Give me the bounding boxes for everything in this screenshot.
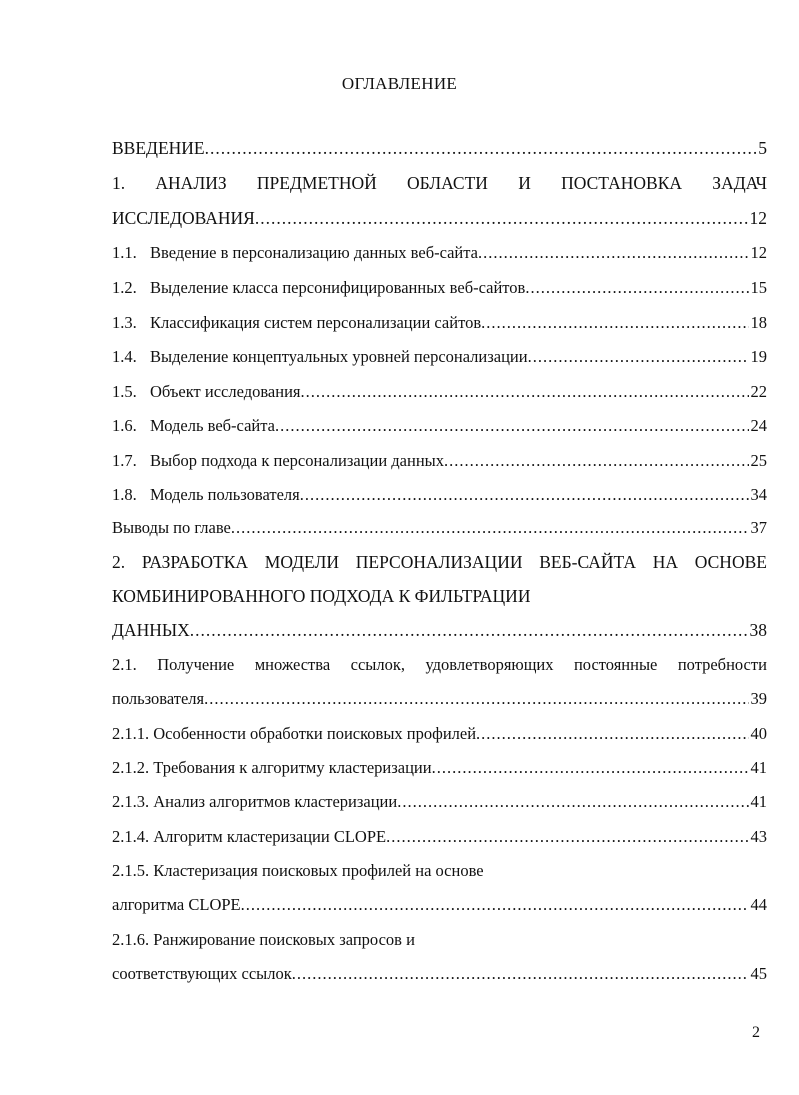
toc-entry-2-1 — [112, 689, 767, 715]
toc-entry-1-6 — [112, 416, 767, 442]
entry-text: Введение в персонализацию данных веб-сайта — [150, 243, 479, 262]
entry-number: 1.7. — [112, 451, 137, 470]
entry-number: 1.1. — [112, 243, 137, 262]
toc-chapter-2-heading — [112, 552, 767, 578]
entry-text: ВВЕДЕНИЕ — [112, 138, 205, 158]
leader-dots — [231, 518, 749, 538]
word: ПЕРСОНАЛИЗАЦИИ — [355, 552, 523, 572]
page-number: 2 — [752, 1024, 760, 1041]
toc-entry-2-1-6 — [112, 964, 767, 990]
word: Получение — [157, 655, 235, 674]
entry-page: 39 — [750, 689, 767, 708]
entry-text: 2.1.2. Требования к алгоритму кластеризации — [112, 758, 432, 777]
entry-number: 1.3. — [112, 313, 137, 332]
leader-dots — [190, 620, 748, 641]
entry-text: Выделение класса персонифицированных веб-сайтов — [150, 278, 526, 297]
leader-dots — [444, 451, 748, 471]
leader-dots — [241, 895, 749, 915]
entry-page: 37 — [750, 518, 767, 537]
leader-dots — [205, 138, 757, 159]
entry-text: Выделение концептуальных уровней персонализации — [150, 347, 528, 366]
word: ВЕБ-САЙТА — [539, 552, 636, 572]
entry-text: Модель пользователя — [150, 485, 300, 504]
toc-entry-2-1-2 — [112, 758, 767, 784]
toc-entry-2-1-3 — [112, 792, 767, 818]
entry-page: 12 — [750, 243, 767, 262]
leader-dots — [292, 964, 749, 984]
leader-dots — [300, 485, 749, 505]
entry-text: ДАННЫХ — [112, 620, 190, 640]
leader-dots — [478, 243, 748, 263]
entry-page: 44 — [750, 895, 767, 914]
word: РАЗРАБОТКА — [141, 552, 249, 572]
entry-page: 41 — [750, 792, 767, 811]
word: потребности — [677, 655, 767, 674]
word: АНАЛИЗ — [155, 173, 227, 193]
entry-text: соответствующих ссылок — [112, 964, 292, 983]
entry-number: 1.4. — [112, 347, 137, 366]
word: ЗАДАЧ — [712, 173, 767, 193]
word: МОДЕЛИ — [264, 552, 340, 572]
entry-page: 12 — [749, 208, 767, 228]
toc-entry-1-1 — [112, 243, 767, 269]
leader-dots — [525, 278, 748, 298]
entry-text: Модель веб-сайта — [150, 416, 275, 435]
toc-entry-2-1-heading — [112, 655, 767, 681]
word: И — [518, 173, 531, 193]
word: 2. — [112, 552, 126, 572]
entry-page: 5 — [758, 138, 767, 158]
toc-chapter-2-heading-line2: КОМБИНИРОВАННОГО ПОДХОДА К ФИЛЬТРАЦИИ — [112, 586, 531, 606]
entry-text: алгоритма CLOPE — [112, 895, 241, 914]
entry-page: 15 — [750, 278, 767, 297]
toc-entry-2-1-1 — [112, 724, 767, 750]
entry-number: 1.6. — [112, 416, 137, 435]
entry-page: 18 — [750, 313, 767, 332]
entry-number: 1.5. — [112, 382, 137, 401]
leader-dots — [528, 347, 749, 367]
word: НА — [652, 552, 679, 572]
toc-chapter-1-heading — [112, 173, 767, 199]
toc-entry-2-1-4 — [112, 827, 767, 853]
word: удовлетворяющих — [425, 655, 554, 674]
entry-number: 1.2. — [112, 278, 137, 297]
entry-page: 19 — [750, 347, 767, 366]
toc-entry-2-1-6-heading: 2.1.6. Ранжирование поисковых запросов и — [112, 930, 415, 949]
word: ОБЛАСТИ — [407, 173, 488, 193]
leader-dots — [204, 689, 748, 709]
toc-chapter-1 — [112, 208, 767, 234]
toc-entry-introduction — [112, 138, 767, 164]
entry-page: 43 — [750, 827, 767, 846]
toc-entry-1-5 — [112, 382, 767, 408]
entry-page: 34 — [750, 485, 767, 504]
entry-page: 25 — [750, 451, 767, 470]
leader-dots — [386, 827, 748, 847]
toc-entry-conclusions — [112, 518, 767, 544]
leader-dots — [301, 382, 749, 402]
word: постоянные — [573, 655, 658, 674]
entry-text: 2.1.4. Алгоритм кластеризации CLOPE — [112, 827, 387, 846]
entry-number: 1.8. — [112, 485, 137, 504]
entry-text: ИССЛЕДОВАНИЯ — [112, 208, 255, 228]
leader-dots — [432, 758, 749, 778]
leader-dots — [397, 792, 748, 812]
entry-text: Выбор подхода к персонализации данных — [150, 451, 445, 470]
entry-text: Классификация систем персонализации сайтов — [150, 313, 482, 332]
entry-text: Объект исследования — [150, 382, 301, 401]
word: ПОСТАНОВКА — [561, 173, 683, 193]
leader-dots — [275, 416, 749, 436]
word: ОСНОВЕ — [694, 552, 767, 572]
word: ссылок, — [350, 655, 405, 674]
entry-page: 45 — [750, 964, 767, 983]
toc-entry-1-8 — [112, 485, 767, 511]
word: 1. — [112, 173, 126, 193]
leader-dots — [255, 208, 748, 229]
entry-page: 40 — [750, 724, 767, 743]
toc-entry-1-2 — [112, 278, 767, 304]
entry-page: 41 — [750, 758, 767, 777]
entry-page: 38 — [749, 620, 767, 640]
toc-chapter-2 — [112, 620, 767, 646]
entry-text: 2.1.1. Особенности обработки поисковых профилей — [112, 724, 477, 743]
leader-dots — [481, 313, 748, 333]
entry-text: пользователя — [112, 689, 205, 708]
entry-page: 22 — [750, 382, 767, 401]
entry-text: 2.1.3. Анализ алгоритмов кластеризации — [112, 792, 398, 811]
entry-text: Выводы по главе — [112, 518, 231, 537]
toc-title: ОГЛАВЛЕНИЕ — [341, 74, 458, 93]
leader-dots — [476, 724, 748, 744]
entry-page: 24 — [750, 416, 767, 435]
word: 2.1. — [112, 655, 137, 674]
toc-entry-2-1-5-heading: 2.1.5. Кластеризация поисковых профилей на основе — [112, 861, 484, 880]
toc-entry-1-4 — [112, 347, 767, 373]
word: множества — [254, 655, 331, 674]
word: ПРЕДМЕТНОЙ — [256, 173, 377, 193]
toc-entry-2-1-5 — [112, 895, 767, 921]
toc-entry-1-7 — [112, 451, 767, 477]
toc-entry-1-3 — [112, 313, 767, 339]
